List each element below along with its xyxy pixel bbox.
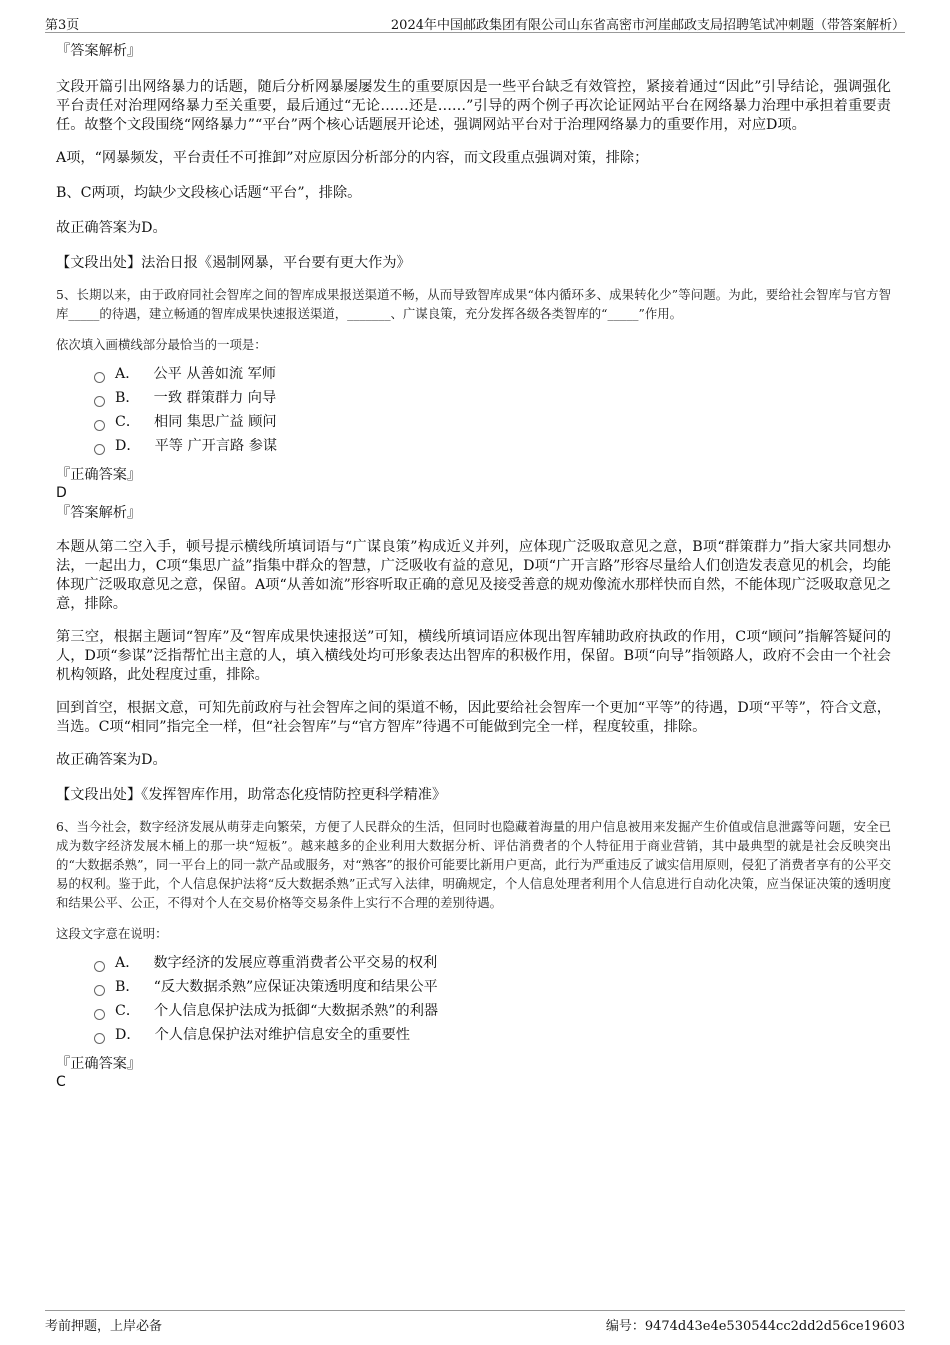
page-footer bbox=[45, 1310, 905, 1333]
q5-analysis-1: 本题从第二空入手，顿号提示横线所填词语与“广谋良策”构成近义并列，应体现广泛吸取意见之意，B项“群策群力”指大家共同想办法，一起出力，C项“集思广益”指集中群众的智慧，广泛吸收有益的意见，D项“广开言路”形容尽量给人们创造发表意见的机会，均能体现广泛吸取意见之意，保留。A项“从善如流”形容听取正确的意见及接受善意的规劝像流水那样快而自然，不能体现广泛吸取意见之意，排除。 bbox=[56, 539, 891, 612]
q5-source: 【文段出处】《发挥智库作用，助常态化疫情防控更科学精准》 bbox=[56, 787, 447, 803]
radio-icon[interactable] bbox=[94, 961, 105, 972]
q6-options bbox=[94, 951, 891, 1047]
radio-icon[interactable] bbox=[94, 396, 105, 407]
radio-icon[interactable] bbox=[94, 372, 105, 383]
page-header bbox=[45, 12, 905, 33]
q4-analysis-text: 文段开篇引出网络暴力的话题，随后分析网暴屡屡发生的重要原因是一些平台缺乏有效管控，紧接着通过“因此”引导结论，强调强化平台责任对治理网络暴力至关重要，最后通过“无论……还是……”引导的两个例子再次论证网站平台在网络暴力治理中承担着重要责任。故整个文段围绕“网络暴力”“平台”两个核心话题展开论述，强调网站平台对于治理网络暴力的重要作用，对应D项。 bbox=[56, 79, 891, 133]
q6-option-c[interactable]: C． 个人信息保护法成为抵御“大数据杀熟”的利器 bbox=[94, 999, 891, 1023]
q6-stem: 6、当今社会，数字经济发展从萌芽走向繁荣，方便了人民群众的生活，但同时也隐藏着海量的用户信息被用来发掘产生价值或信息泄露等问题，安全已成为数字经济发展木桶上的那一块“短板”。越来越多的企业利用大数据分析、评估消费者的个人特征用于商业营销，其中最典型的就是社会反映突出的“大数据杀熟”，同一平台上的同一款产品或服务，对“熟客”的报价可能要比新用户更高，此行为严重违反了诚实信用原则，侵犯了消费者享有的公平交易的权利。鉴于此，个人信息保护法将“反大数据杀熟”正式写入法律，明确规定，个人信息处理者利用个人信息进行自动化决策，应当保证决策的透明度和结果公平、公正，不得对个人在交易价格等交易条件上实行不合理的差别待遇。 bbox=[56, 819, 891, 910]
q5-conclusion: 故正确答案为D。 bbox=[56, 752, 167, 768]
q5-option-d[interactable]: D． 平等 广开言路 参谋 bbox=[94, 434, 891, 458]
q4-conclusion: 故正确答案为D。 bbox=[56, 220, 167, 236]
q6-answer-label: 『正确答案』 bbox=[56, 1056, 142, 1072]
page-content bbox=[56, 42, 891, 1093]
q4-analysis-label: 『答案解析』 bbox=[56, 43, 142, 59]
document-title: 2024年中国邮政集团有限公司山东省高密市河崖邮政支局招聘笔试冲刺题（带答案解析） bbox=[390, 18, 905, 33]
q5-options bbox=[94, 362, 891, 458]
q6-option-a[interactable]: A． 数字经济的发展应尊重消费者公平交易的权利 bbox=[94, 951, 891, 975]
q6-answer: C bbox=[56, 1074, 66, 1090]
q5-option-a[interactable]: A． 公平 从善如流 军师 bbox=[94, 362, 891, 386]
q5-analysis-label: 『答案解析』 bbox=[56, 505, 142, 521]
q5-option-c[interactable]: C． 相同 集思广益 顾问 bbox=[94, 410, 891, 434]
page-number: 第3页 bbox=[45, 18, 80, 33]
q6-option-d[interactable]: D． 个人信息保护法对维护信息安全的重要性 bbox=[94, 1023, 891, 1047]
radio-icon[interactable] bbox=[94, 985, 105, 996]
radio-icon[interactable] bbox=[94, 1033, 105, 1044]
q4-para-bc: B、C两项，均缺少文段核心话题“平台”，排除。 bbox=[56, 185, 362, 201]
radio-icon[interactable] bbox=[94, 444, 105, 455]
q4-source: 【文段出处】法治日报《遏制网暴，平台要有更大作为》 bbox=[56, 255, 411, 271]
q5-analysis-3: 回到首空，根据文意，可知先前政府与社会智库之间的渠道不畅，因此要给社会智库一个更加“平等”的待遇，D项“平等”，符合文意，当选。C项“相同”指完全一样，但“社会智库”与“官方智库”待遇不可能做到完全一样，程度较重，排除。 bbox=[56, 700, 891, 735]
q5-analysis-2: 第三空，根据主题词“智库”及“智库成果快速报送”可知，横线所填词语应体现出智库辅助政府执政的作用，C项“顾问”指解答疑问的人，D项“参谋”泛指帮忙出主意的人，填入横线处均可形象表达出智库的积极作用，保留。B项“向导”指领路人，政府不会由一个社会机构领路，此处程度过重，排除。 bbox=[56, 629, 891, 683]
q6-prompt: 这段文字意在说明： bbox=[56, 926, 168, 941]
document-id: 编号：9474d43e4e530544cc2dd2d56ce19603 bbox=[605, 1319, 905, 1334]
q5-answer: D bbox=[56, 485, 67, 501]
q5-prompt: 依次填入画横线部分最恰当的一项是： bbox=[56, 337, 267, 352]
q6-option-b[interactable]: B． “反大数据杀熟”应保证决策透明度和结果公平 bbox=[94, 975, 891, 999]
radio-icon[interactable] bbox=[94, 420, 105, 431]
footer-slogan: 考前押题，上岸必备 bbox=[45, 1319, 163, 1334]
q4-para-a: A项，“网暴频发，平台责任不可推卸”对应原因分析部分的内容，而文段重点强调对策，排除； bbox=[56, 150, 649, 166]
q5-stem: 5、长期以来，由于政府同社会智库之间的智库成果报送渠道不畅，从而导致智库成果“体内循环多、成果转化少”等问题。为此，要给社会智库与官方智库_____的待遇，建立畅通的智库成果快速报送渠道，_______、广谋良策，充分发挥各级各类智库的“_____”作用。 bbox=[56, 287, 891, 321]
radio-icon[interactable] bbox=[94, 1009, 105, 1020]
q5-option-b[interactable]: B． 一致 群策群力 向导 bbox=[94, 386, 891, 410]
q5-answer-label: 『正确答案』 bbox=[56, 467, 142, 483]
